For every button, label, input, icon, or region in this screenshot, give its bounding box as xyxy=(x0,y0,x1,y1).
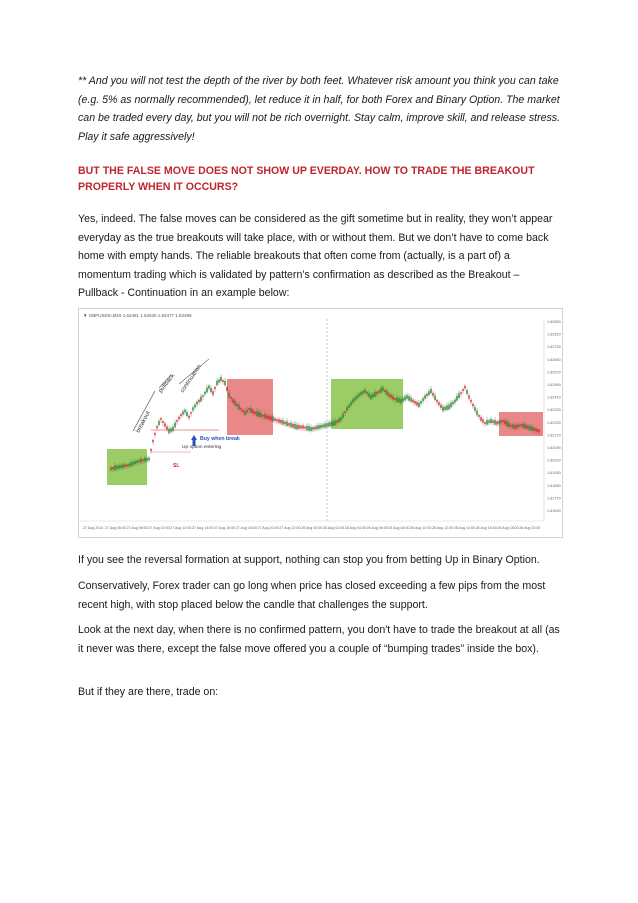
candle-body xyxy=(478,415,479,417)
candle-body xyxy=(418,403,419,408)
candle-body xyxy=(492,420,493,423)
paragraph-momentum: Yes, indeed. The false moves can be considered as the gift sometime but in reality, they won’t appear everyday as the true breakouts will take place, with or without them. But we don’t have to come back home with empty hands. The reliable breakouts that often come from (actually, is a part of) a momentum trading which is validated by pattern’s confirmation as described as the Breakout – Pullback - Continuation in an example below: xyxy=(78,213,553,299)
candle-body xyxy=(156,426,157,428)
candle-body xyxy=(308,426,309,430)
candle-body xyxy=(444,407,445,410)
candle-body xyxy=(298,425,299,429)
price-tick-label: 1.62570 xyxy=(547,370,561,375)
breakout-label: breakout xyxy=(135,410,152,434)
candle-body xyxy=(126,464,127,466)
candle-body xyxy=(118,465,119,469)
candle-body xyxy=(484,422,485,424)
candle-body xyxy=(140,458,141,462)
candle-body xyxy=(136,461,137,464)
candle-body xyxy=(414,401,415,404)
candle-body xyxy=(438,402,439,405)
candle-body xyxy=(214,387,215,389)
candle-body xyxy=(382,387,383,390)
candle-body xyxy=(274,418,275,421)
candle-body xyxy=(522,424,523,428)
candle-body xyxy=(312,427,313,430)
candlestick-series xyxy=(110,374,539,472)
paragraph-forex: Conservatively, Forex trader can go long when price has closed exceeding a few pips from the most recent high, with stop placed below the candle that challenges the support. xyxy=(78,580,546,611)
candle-body xyxy=(262,415,263,417)
time-tick-label: 28 Aug 18:00 xyxy=(497,526,519,530)
candle-body xyxy=(408,396,409,401)
candle-body xyxy=(340,417,341,421)
price-tick-label: 1.62890 xyxy=(547,320,561,324)
candle-body xyxy=(304,427,305,429)
section-heading: BUT THE FALSE MOVE DOES NOT SHOW UP EVERDAY. HOW TO TRADE THE BREAKOUT PROPERLY WHEN IT OCCURS? xyxy=(78,165,535,193)
candle-body xyxy=(468,395,469,398)
candle-body xyxy=(380,388,381,393)
candle-body xyxy=(258,412,259,417)
intro-paragraph: ** And you will not test the depth of the river by both feet. Whatever risk amount you think you can take (e.g. 5% as normally recommended), let reduce it in half, for both Forex and Binary Option. The market can be traded every day, but you will not be rich overnight. Stay calm, improve skill, and release stress. Play it safe aggressively! xyxy=(78,75,561,143)
candle-body xyxy=(226,387,227,391)
candle-body xyxy=(202,395,203,397)
candle-body xyxy=(168,429,169,433)
price-chart-svg xyxy=(79,309,562,537)
candle-body xyxy=(440,405,441,408)
price-tick-label: 1.61770 xyxy=(547,496,561,501)
candle-body xyxy=(256,411,257,416)
price-tick-label: 1.62810 xyxy=(547,332,561,337)
candle-body xyxy=(338,419,339,423)
candle-body xyxy=(314,427,315,429)
candle-body xyxy=(456,396,457,401)
candle-body xyxy=(292,424,293,428)
candle-body xyxy=(174,423,175,428)
candle-body xyxy=(248,408,249,410)
time-tick-label: 28 Aug 14:00 xyxy=(453,526,475,530)
time-tick-label: 28 Aug 02:00 xyxy=(322,526,345,530)
candle-body xyxy=(150,449,151,451)
price-tick-label: 1.62170 xyxy=(547,433,561,438)
candle-body xyxy=(246,409,247,412)
candle-body xyxy=(206,388,207,393)
price-tick-label: 1.62410 xyxy=(547,395,561,400)
candle-body xyxy=(252,410,253,413)
candle-body xyxy=(400,399,401,403)
candle-body xyxy=(390,395,391,398)
price-tick-label: 1.61850 xyxy=(547,483,561,488)
candle-body xyxy=(194,404,195,407)
candle-body xyxy=(528,426,529,430)
price-tick-label: 1.62730 xyxy=(547,345,561,350)
candle-body xyxy=(332,421,333,426)
candle-body xyxy=(224,381,225,385)
time-tick-label: 27 Aug 06:00 xyxy=(104,526,126,530)
candle-body xyxy=(328,422,329,426)
candle-body xyxy=(180,414,181,416)
candle-body xyxy=(474,407,475,411)
candle-body xyxy=(188,416,189,418)
candle-body xyxy=(432,393,433,396)
time-tick-label: 27 Aug 16:00 xyxy=(213,526,236,530)
candle-body xyxy=(350,402,351,405)
candle-body xyxy=(184,410,185,413)
candle-body xyxy=(374,392,375,397)
candle-body xyxy=(310,427,311,431)
candle-body xyxy=(264,414,265,419)
candle-body xyxy=(508,423,509,427)
candle-body xyxy=(378,391,379,393)
candle-body xyxy=(322,425,323,428)
candle-body xyxy=(238,405,239,410)
candle-body xyxy=(110,467,111,469)
candle-body xyxy=(138,460,139,462)
candle-body xyxy=(356,395,357,398)
candle-body xyxy=(278,419,279,423)
candle-body xyxy=(124,465,125,467)
candle-body xyxy=(134,461,135,464)
candle-body xyxy=(402,398,403,402)
candle-body xyxy=(330,422,331,426)
candle-body xyxy=(516,424,517,428)
price-tick-label: 1.62650 xyxy=(547,357,561,362)
candle-body xyxy=(272,417,273,422)
candle-body xyxy=(232,399,233,402)
chart-header: ▼ GBPUSDm,M15 1.62481 1.62530 1.62477 1.62489 xyxy=(83,313,192,318)
candle-body xyxy=(316,426,317,430)
candle-body xyxy=(284,422,285,424)
candle-body xyxy=(222,380,223,382)
candle-body xyxy=(228,393,229,398)
candle-body xyxy=(218,379,219,382)
candle-body xyxy=(454,400,455,403)
candle-body xyxy=(434,395,435,400)
time-tick-label: 28 Aug 10:00 xyxy=(410,526,432,530)
candle-body xyxy=(130,462,131,466)
candle-body xyxy=(154,433,155,435)
candle-body xyxy=(190,412,191,414)
time-axis xyxy=(83,526,540,530)
time-tick-label: 27 Aug 22:00 xyxy=(279,526,301,530)
candle-body xyxy=(276,419,277,421)
candle-body xyxy=(436,400,437,402)
candle-body xyxy=(358,394,359,397)
candle-body xyxy=(324,423,325,427)
time-tick-label: 28 Aug 04:00 xyxy=(344,526,366,530)
candle-body xyxy=(260,413,261,417)
candle-body xyxy=(294,424,295,429)
candle-body xyxy=(160,418,161,420)
candle-body xyxy=(344,412,345,414)
time-tick-label: 27 Aug 08:00 xyxy=(126,526,148,530)
candle-body xyxy=(416,402,417,405)
candle-body xyxy=(158,421,159,425)
candle-body xyxy=(398,398,399,402)
time-tick-label: 28 Aug 12:00 xyxy=(431,526,454,530)
candle-body xyxy=(270,417,271,420)
resistance-box-1 xyxy=(227,379,273,435)
candle-body xyxy=(266,415,267,418)
candle-body xyxy=(476,411,477,415)
candle-body xyxy=(306,426,307,430)
time-tick-label: 28 Aug 16:00 xyxy=(475,526,497,530)
candle-body xyxy=(244,411,245,415)
candle-body xyxy=(422,398,423,401)
candle-body xyxy=(128,464,129,467)
candle-body xyxy=(172,427,173,431)
time-tick-label: 27 Aug 12:00 xyxy=(170,526,192,530)
candle-body xyxy=(452,402,453,405)
candle-body xyxy=(458,393,459,398)
candle-body xyxy=(162,421,163,423)
candle-body xyxy=(534,428,535,430)
candle-body xyxy=(240,408,241,410)
candle-body xyxy=(466,390,467,394)
candle-body xyxy=(372,394,373,397)
candle-body xyxy=(116,466,117,469)
candle-body xyxy=(366,392,367,394)
candle-body xyxy=(216,381,217,385)
price-tick-label: 1.62490 xyxy=(547,383,561,387)
candle-body xyxy=(512,424,513,428)
candle-body xyxy=(300,426,301,429)
candle-body xyxy=(472,404,473,406)
candle-body xyxy=(148,458,149,461)
candle-body xyxy=(198,400,199,402)
candle-body xyxy=(144,458,145,462)
candle-body xyxy=(486,420,487,425)
candle-body xyxy=(152,440,153,442)
candle-body xyxy=(170,428,171,431)
candle-body xyxy=(368,393,369,397)
price-tick-label: 1.62010 xyxy=(547,458,561,463)
candle-body xyxy=(406,395,407,399)
candle-body xyxy=(404,396,405,400)
time-tick-label: 28 Aug 20:00 xyxy=(519,526,541,530)
time-tick-label: 28 Aug 06:00 xyxy=(366,526,388,530)
candle-body xyxy=(196,402,197,405)
candle-body xyxy=(204,392,205,395)
candle-body xyxy=(514,425,515,429)
candle-body xyxy=(412,400,413,403)
candle-body xyxy=(410,398,411,402)
candle-body xyxy=(234,401,235,406)
candle-body xyxy=(114,465,115,470)
candle-body xyxy=(376,392,377,395)
candle-body xyxy=(510,425,511,427)
candle-body xyxy=(250,408,251,413)
candle-body xyxy=(446,405,447,410)
candle-body xyxy=(518,425,519,427)
candle-body xyxy=(494,420,495,425)
candle-body xyxy=(394,398,395,400)
candle-body xyxy=(348,405,349,408)
candle-body xyxy=(536,429,537,432)
candle-body xyxy=(482,419,483,422)
candle-body xyxy=(254,412,255,414)
candle-body xyxy=(268,416,269,420)
candle-body xyxy=(430,389,431,393)
pullback-label: pullback xyxy=(157,373,177,395)
candle-body xyxy=(326,423,327,426)
candle-body xyxy=(334,421,335,426)
candle-body xyxy=(388,393,389,396)
time-tick-label: 27 Aug 14:00 xyxy=(192,526,214,530)
continuation-label: continuation xyxy=(179,363,203,395)
paragraph-trade-on: But if they are there, trade on: xyxy=(78,686,219,698)
candle-body xyxy=(220,377,221,381)
candle-body xyxy=(120,465,121,468)
candle-body xyxy=(362,391,363,394)
candle-body xyxy=(200,397,201,402)
price-tick-label: 1.62090 xyxy=(547,446,561,450)
candle-body xyxy=(462,389,463,391)
candle-body xyxy=(538,430,539,433)
candle-body xyxy=(498,421,499,424)
time-tick-label: 27 Aug 20:00 xyxy=(257,526,279,530)
candle-body xyxy=(282,420,283,425)
candle-body xyxy=(384,390,385,392)
candle-body xyxy=(302,425,303,428)
candle-body xyxy=(460,392,461,394)
price-axis xyxy=(547,320,561,513)
candle-body xyxy=(480,417,481,421)
candle-body xyxy=(386,391,387,395)
candle-body xyxy=(142,459,143,461)
price-tick-label: 1.61690 xyxy=(547,509,561,513)
paragraph-next-day: Look at the next day, when there is no confirmed pattern, you don't have to trade the breakout at all (as it never was there, except the false move offered you a couple of “bumping trades” inside the box). xyxy=(78,624,560,655)
candle-body xyxy=(164,423,165,426)
candle-body xyxy=(286,421,287,426)
candle-body xyxy=(464,386,465,389)
time-tick-label: 27 Aug 10:00 xyxy=(148,526,170,530)
candle-body xyxy=(530,426,531,430)
candle-body xyxy=(192,407,193,410)
candle-body xyxy=(166,426,167,429)
candle-body xyxy=(182,411,183,414)
time-tick-label: 28 Aug 08:00 xyxy=(388,526,410,530)
candle-body xyxy=(448,405,449,410)
candle-body xyxy=(212,391,213,394)
candle-body xyxy=(442,407,443,411)
candle-body xyxy=(210,388,211,392)
price-chart xyxy=(78,308,563,538)
support-box-2 xyxy=(331,379,403,429)
candle-body xyxy=(360,392,361,395)
candle-body xyxy=(470,400,471,402)
candle-body xyxy=(420,401,421,404)
candle-body xyxy=(364,389,365,392)
candle-body xyxy=(178,417,179,419)
candle-body xyxy=(132,462,133,465)
candle-body xyxy=(500,420,501,423)
candle-body xyxy=(242,410,243,412)
candle-body xyxy=(396,397,397,402)
candle-body xyxy=(354,397,355,400)
candle-body xyxy=(506,421,507,426)
candle-body xyxy=(370,395,371,400)
candle-body xyxy=(342,413,343,418)
candle-body xyxy=(520,424,521,426)
candle-body xyxy=(208,385,209,388)
candle-body xyxy=(230,397,231,399)
candle-body xyxy=(392,396,393,400)
candle-body xyxy=(186,412,187,416)
candle-body xyxy=(280,420,281,423)
candle-body xyxy=(346,407,347,411)
candle-body xyxy=(236,404,237,406)
candle-body xyxy=(426,394,427,396)
candle-body xyxy=(526,425,527,428)
stop-loss-label: SL xyxy=(173,463,180,469)
price-tick-label: 1.62330 xyxy=(547,408,561,413)
candle-body xyxy=(318,425,319,429)
candle-body xyxy=(336,421,337,423)
candle-body xyxy=(290,423,291,427)
candle-body xyxy=(496,421,497,424)
candle-body xyxy=(112,467,113,469)
candle-body xyxy=(488,420,489,423)
price-tick-label: 1.62250 xyxy=(547,420,561,425)
candle-body xyxy=(490,419,491,423)
candle-body xyxy=(288,423,289,425)
up-option-label: Up option entering xyxy=(182,445,222,450)
time-tick-label: 27 Aug 18:00 xyxy=(235,526,257,530)
candle-body xyxy=(424,395,425,398)
time-tick-label: 27 Aug 2014 xyxy=(83,526,104,530)
candle-body xyxy=(502,420,503,422)
price-tick-label: 1.61930 xyxy=(547,471,561,476)
candle-body xyxy=(352,399,353,402)
candle-body xyxy=(532,427,533,431)
candle-body xyxy=(296,425,297,430)
candle-body xyxy=(524,424,525,428)
candle-body xyxy=(504,421,505,425)
candle-body xyxy=(450,403,451,408)
candle-body xyxy=(176,420,177,422)
paragraph-binary: If you see the reversal formation at support, nothing can stop you from betting Up in Binary Option. xyxy=(78,554,540,566)
candle-body xyxy=(428,391,429,395)
buy-when-break-label: Buy when break xyxy=(200,436,240,442)
candle-body xyxy=(320,425,321,428)
time-tick-label: 28 Aug 00:00 xyxy=(301,526,323,530)
candle-body xyxy=(122,464,123,468)
candle-body xyxy=(146,458,147,461)
